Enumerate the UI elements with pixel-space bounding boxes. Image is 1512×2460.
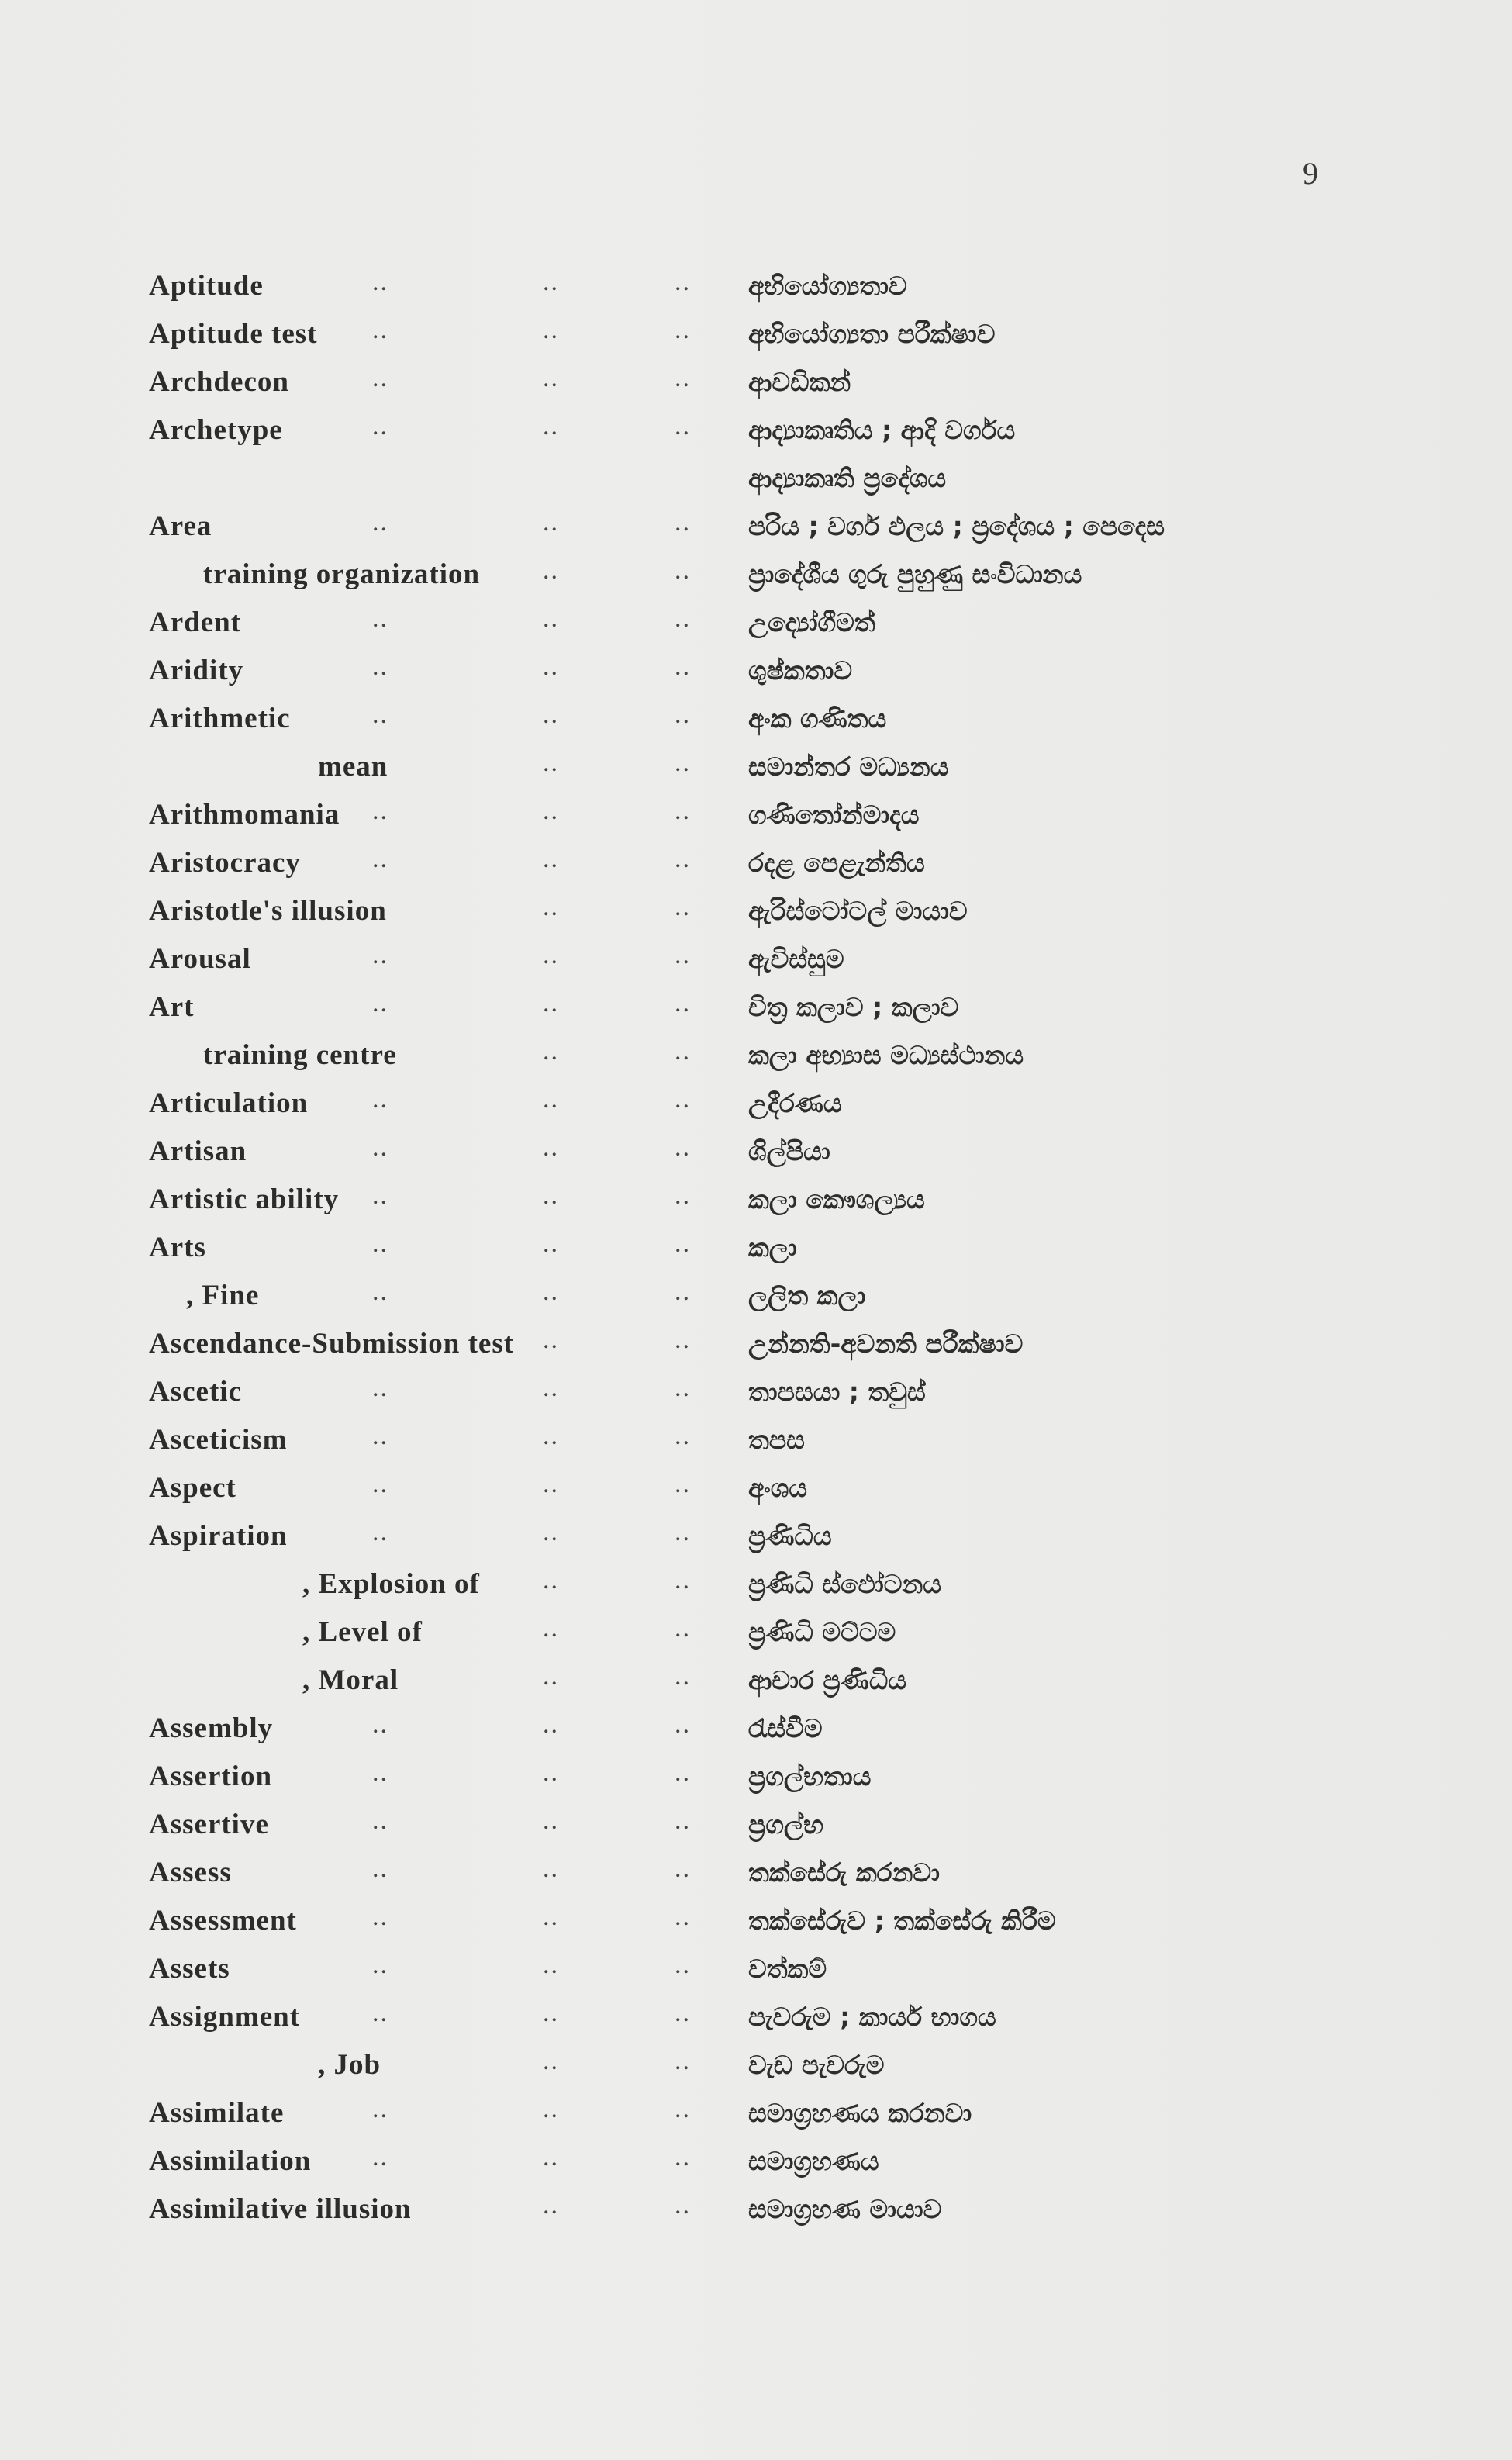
- sinhala-translation: සමාග්‍රහණ මායාව: [748, 2194, 942, 2224]
- english-term: Asceticism: [149, 1424, 288, 1456]
- english-term: Aridity: [149, 655, 244, 686]
- dot-leader: ..: [675, 1229, 691, 1258]
- dot-leader: ..: [372, 1999, 388, 2027]
- english-term: Assessment: [149, 1905, 297, 1937]
- dot-leader: ..: [675, 1133, 691, 1162]
- sinhala-translation: ඇවිස්සුම: [748, 944, 844, 974]
- glossary-entry: [0, 548, 1512, 596]
- dot-leader: ..: [675, 700, 691, 729]
- english-term: , Level of: [302, 1616, 423, 1648]
- english-term: Arithmomania: [149, 799, 340, 831]
- dot-leader: ..: [675, 268, 691, 296]
- dot-leader: ..: [543, 845, 559, 873]
- glossary-entry: [0, 1221, 1512, 1270]
- sinhala-translation: පරිය ; වර්ග ඵලය ; ප්‍රදේශය ; පෙදෙස: [748, 511, 1165, 541]
- glossary-entry: [0, 1847, 1512, 1895]
- english-term: Arts: [149, 1232, 206, 1263]
- sinhala-translation: ප්‍රගල්භ: [748, 1809, 824, 1840]
- glossary-entry: [0, 356, 1512, 404]
- english-term: Assets: [149, 1953, 230, 1985]
- dot-leader: ..: [675, 1614, 691, 1643]
- dot-leader: ..: [372, 1181, 388, 1210]
- english-term: Ascendance-Submission test: [149, 1328, 515, 1360]
- glossary-entry: [0, 500, 1512, 548]
- glossary-entry: [0, 1750, 1512, 1798]
- sinhala-translation: කලා අභ්‍යාස මධ්‍යස්ථානය: [748, 1040, 1024, 1070]
- dot-leader: ..: [543, 1710, 559, 1739]
- sinhala-translation: පැවරුම ; කාර්ය භාගය: [748, 2002, 996, 2032]
- glossary-entry: [0, 1798, 1512, 1847]
- dot-leader: ..: [543, 508, 559, 537]
- sinhala-translation: රදළ පෙළැන්තිය: [748, 848, 925, 878]
- glossary-entry: [0, 1991, 1512, 2039]
- english-term: Aspect: [149, 1472, 236, 1504]
- dot-leader: ..: [543, 364, 559, 392]
- sinhala-translation: තාපසයා ; තවුස්: [748, 1377, 926, 1407]
- dot-leader: ..: [675, 2095, 691, 2123]
- dot-leader: ..: [372, 1854, 388, 1883]
- dot-leader: ..: [543, 1566, 559, 1595]
- glossary-entry: [0, 1125, 1512, 1173]
- dot-leader: ..: [543, 1470, 559, 1498]
- sinhala-translation: ප්‍රාදේශීය ගුරු පුහුණු සංවිධානය: [748, 559, 1082, 589]
- english-term: Assembly: [149, 1712, 274, 1744]
- dot-leader: ..: [372, 1950, 388, 1979]
- sinhala-translation: සමාන්තර මධ්‍යනය: [748, 751, 949, 782]
- sinhala-translation: රැස්වීම: [748, 1713, 823, 1743]
- dot-leader: ..: [543, 1806, 559, 1835]
- dot-leader: ..: [543, 1229, 559, 1258]
- dot-leader: ..: [543, 2191, 559, 2220]
- dot-leader: ..: [372, 1373, 388, 1402]
- sinhala-translation: ප්‍රගල්භතාය: [748, 1761, 872, 1791]
- english-term: Ardent: [149, 606, 242, 638]
- dot-leader: ..: [675, 1854, 691, 1883]
- dot-leader: ..: [372, 1518, 388, 1546]
- sinhala-translation: සමාග්‍රහණය: [748, 2146, 879, 2176]
- english-term: Archetype: [149, 414, 283, 446]
- sinhala-translation: උදීරණය: [748, 1088, 842, 1118]
- glossary-entry: [0, 1077, 1512, 1125]
- sinhala-translation: ශිල්පියා: [748, 1136, 830, 1166]
- glossary-entry: [0, 1414, 1512, 1462]
- dot-leader: ..: [675, 316, 691, 344]
- dot-leader: ..: [543, 556, 559, 585]
- english-term: Archdecon: [149, 366, 289, 398]
- sinhala-translation: ආද්‍යාකෘතිය ; ආදි වර්ගය: [748, 415, 1016, 445]
- dot-leader: ..: [372, 845, 388, 873]
- dot-leader: ..: [675, 2191, 691, 2220]
- glossary-entries: [0, 260, 1512, 2231]
- dot-leader: ..: [675, 604, 691, 633]
- sinhala-translation: චිත්‍ර කලාව ; කලාව: [748, 992, 959, 1022]
- dot-leader: ..: [372, 1758, 388, 1787]
- sinhala-translation: ගණිතෝන්මාදය: [748, 800, 920, 830]
- dot-leader: ..: [372, 1133, 388, 1162]
- dot-leader: ..: [675, 2047, 691, 2075]
- dot-leader: ..: [675, 1325, 691, 1354]
- dot-leader: ..: [372, 1422, 388, 1450]
- dot-leader: ..: [543, 1277, 559, 1306]
- dot-leader: ..: [372, 364, 388, 392]
- glossary-entry: [0, 452, 1512, 500]
- dot-leader: ..: [675, 412, 691, 441]
- english-term: , Job: [318, 2049, 381, 2081]
- english-term: Assimilation: [149, 2145, 312, 2177]
- glossary-entry: [0, 404, 1512, 452]
- sinhala-translation: අංක ගණිතය: [748, 703, 887, 734]
- dot-leader: ..: [372, 1902, 388, 1931]
- dot-leader: ..: [543, 412, 559, 441]
- sinhala-translation: ප්‍රණිධිය: [748, 1521, 832, 1551]
- sinhala-translation: වත්කම්: [748, 1954, 827, 1984]
- dot-leader: ..: [543, 1037, 559, 1066]
- dot-leader: ..: [675, 1422, 691, 1450]
- sinhala-translation: අභියෝග්‍යතා පරීක්ෂාව: [748, 319, 996, 349]
- dot-leader: ..: [372, 1470, 388, 1498]
- dot-leader: ..: [675, 652, 691, 681]
- dot-leader: ..: [543, 1325, 559, 1354]
- dot-leader: ..: [675, 2143, 691, 2172]
- glossary-entry: [0, 1318, 1512, 1366]
- sinhala-translation: ලලිත කලා: [748, 1280, 866, 1311]
- english-term: mean: [318, 751, 388, 783]
- glossary-entry: [0, 741, 1512, 789]
- dot-leader: ..: [372, 989, 388, 1018]
- dot-leader: ..: [675, 1999, 691, 2027]
- dot-leader: ..: [543, 796, 559, 825]
- english-term: Art: [149, 991, 195, 1023]
- dot-leader: ..: [675, 508, 691, 537]
- english-term: , Moral: [302, 1664, 399, 1696]
- glossary-entry: [0, 260, 1512, 308]
- english-term: Assess: [149, 1857, 232, 1888]
- dot-leader: ..: [543, 2095, 559, 2123]
- sinhala-translation: කලා: [748, 1232, 797, 1263]
- dot-leader: ..: [675, 748, 691, 777]
- sinhala-translation: කලා කෞශල්‍යය: [748, 1184, 925, 1214]
- dot-leader: ..: [543, 1758, 559, 1787]
- dot-leader: ..: [372, 412, 388, 441]
- sinhala-translation: අභියෝග්‍යතාව: [748, 271, 907, 301]
- dot-leader: ..: [675, 893, 691, 921]
- dot-leader: ..: [372, 1085, 388, 1114]
- dot-leader: ..: [543, 1902, 559, 1931]
- sinhala-translation: උද්‍යෝගීමත්: [748, 607, 875, 637]
- dot-leader: ..: [372, 1806, 388, 1835]
- page-number: 9: [1303, 156, 1318, 191]
- glossary-entry: [0, 2183, 1512, 2231]
- dot-leader: ..: [675, 1085, 691, 1114]
- english-term: Arithmetic: [149, 703, 291, 734]
- english-term: Artistic ability: [149, 1183, 340, 1215]
- dot-leader: ..: [543, 748, 559, 777]
- dot-leader: ..: [543, 652, 559, 681]
- sinhala-translation: ඇරිස්ටෝටල් මායාව: [748, 896, 968, 926]
- english-term: Area: [149, 510, 212, 542]
- dot-leader: ..: [675, 1518, 691, 1546]
- dot-leader: ..: [543, 316, 559, 344]
- dot-leader: ..: [372, 700, 388, 729]
- sinhala-translation: ආද්‍යාකෘති ප්‍රදේශය: [748, 463, 947, 493]
- dot-leader: ..: [675, 1037, 691, 1066]
- glossary-entry: [0, 644, 1512, 693]
- sinhala-translation: ආචාර ප්‍රණිධිය: [748, 1665, 907, 1695]
- dot-leader: ..: [675, 1758, 691, 1787]
- dot-leader: ..: [675, 1277, 691, 1306]
- english-term: training organization: [203, 558, 481, 590]
- glossary-entry: [0, 308, 1512, 356]
- glossary-entry: [0, 1173, 1512, 1221]
- glossary-entry: [0, 1654, 1512, 1702]
- dot-leader: ..: [675, 1566, 691, 1595]
- glossary-entry: [0, 1270, 1512, 1318]
- english-term: Ascetic: [149, 1376, 242, 1408]
- english-term: Assertion: [149, 1760, 273, 1792]
- sinhala-translation: ප්‍රණිධි මට්ටම: [748, 1617, 896, 1647]
- sinhala-translation: තක්සේරු කරනවා: [748, 1857, 940, 1888]
- glossary-entry: [0, 1029, 1512, 1077]
- dot-leader: ..: [675, 1373, 691, 1402]
- english-term: Artisan: [149, 1135, 247, 1167]
- dot-leader: ..: [372, 316, 388, 344]
- dot-leader: ..: [543, 1950, 559, 1979]
- dot-leader: ..: [372, 1710, 388, 1739]
- dot-leader: ..: [543, 268, 559, 296]
- sinhala-translation: තක්සේරුව ; තක්සේරු කිරීම: [748, 1905, 1056, 1936]
- dot-leader: ..: [543, 2143, 559, 2172]
- sinhala-translation: ආචඩිකන්: [748, 367, 851, 397]
- english-term: Aptitude: [149, 270, 264, 302]
- english-term: Assimilate: [149, 2097, 285, 2129]
- dot-leader: ..: [543, 2047, 559, 2075]
- english-term: Aristocracy: [149, 847, 301, 879]
- dot-leader: ..: [675, 1950, 691, 1979]
- dot-leader: ..: [543, 1133, 559, 1162]
- glossary-entry: [0, 1558, 1512, 1606]
- dot-leader: ..: [543, 1373, 559, 1402]
- english-term: Assignment: [149, 2001, 301, 2033]
- glossary-entry: [0, 693, 1512, 741]
- dot-leader: ..: [675, 1470, 691, 1498]
- dot-leader: ..: [675, 364, 691, 392]
- dot-leader: ..: [675, 1662, 691, 1691]
- dot-leader: ..: [543, 1614, 559, 1643]
- dot-leader: ..: [543, 893, 559, 921]
- dot-leader: ..: [543, 941, 559, 969]
- dot-leader: ..: [675, 1710, 691, 1739]
- dot-leader: ..: [372, 1229, 388, 1258]
- english-term: Articulation: [149, 1087, 309, 1119]
- dot-leader: ..: [543, 700, 559, 729]
- sinhala-translation: සමාග්‍රහණය කරනවා: [748, 2098, 972, 2128]
- sinhala-translation: උන්නති-අවනති පරීක්ෂාව: [748, 1328, 1024, 1359]
- sinhala-translation: අංශය: [748, 1473, 808, 1503]
- dot-leader: ..: [543, 1662, 559, 1691]
- sinhala-translation: වැඩ පැවරුම: [748, 2050, 885, 2080]
- sinhala-translation: තපස: [748, 1425, 805, 1455]
- english-term: Arousal: [149, 943, 251, 975]
- dot-leader: ..: [543, 1181, 559, 1210]
- dot-leader: ..: [675, 1806, 691, 1835]
- dot-leader: ..: [543, 604, 559, 633]
- dot-leader: ..: [372, 2095, 388, 2123]
- glossary-entry: [0, 789, 1512, 837]
- dot-leader: ..: [372, 652, 388, 681]
- english-term: , Explosion of: [302, 1568, 480, 1600]
- glossary-entry: [0, 1606, 1512, 1654]
- glossary-entry: [0, 596, 1512, 644]
- english-term: Aptitude test: [149, 318, 318, 350]
- glossary-entry: [0, 2135, 1512, 2183]
- glossary-entry: [0, 1943, 1512, 1991]
- dot-leader: ..: [675, 845, 691, 873]
- sinhala-translation: ප්‍රණිධි ස්ඵෝටනය: [748, 1569, 941, 1599]
- glossary-entry: [0, 1702, 1512, 1750]
- english-term: Assimilative illusion: [149, 2193, 412, 2225]
- glossary-entry: [0, 933, 1512, 981]
- sinhala-translation: ශුෂ්කතාව: [748, 655, 853, 686]
- glossary-entry: [0, 1462, 1512, 1510]
- glossary-entry: [0, 837, 1512, 885]
- glossary-entry: [0, 885, 1512, 933]
- dot-leader: ..: [543, 989, 559, 1018]
- dot-leader: ..: [675, 556, 691, 585]
- glossary-entry: [0, 1366, 1512, 1414]
- dot-leader: ..: [543, 1854, 559, 1883]
- glossary-entry: [0, 2039, 1512, 2087]
- glossary-entry: [0, 1895, 1512, 1943]
- dot-leader: ..: [675, 1902, 691, 1931]
- glossary-entry: [0, 2087, 1512, 2135]
- dot-leader: ..: [372, 796, 388, 825]
- dot-leader: ..: [543, 1422, 559, 1450]
- english-term: Assertive: [149, 1809, 269, 1840]
- english-term: , Fine: [186, 1280, 260, 1311]
- dot-leader: ..: [372, 1277, 388, 1306]
- dot-leader: ..: [675, 796, 691, 825]
- english-term: training centre: [203, 1039, 397, 1071]
- english-term: Aristotle's illusion: [149, 895, 387, 927]
- dot-leader: ..: [372, 508, 388, 537]
- glossary-entry: [0, 981, 1512, 1029]
- dot-leader: ..: [372, 941, 388, 969]
- dot-leader: ..: [372, 268, 388, 296]
- dot-leader: ..: [543, 1999, 559, 2027]
- dot-leader: ..: [675, 989, 691, 1018]
- dot-leader: ..: [543, 1518, 559, 1546]
- glossary-entry: [0, 1510, 1512, 1558]
- dot-leader: ..: [675, 1181, 691, 1210]
- dot-leader: ..: [543, 1085, 559, 1114]
- english-term: Aspiration: [149, 1520, 288, 1552]
- dot-leader: ..: [675, 941, 691, 969]
- dot-leader: ..: [372, 604, 388, 633]
- dot-leader: ..: [372, 2143, 388, 2172]
